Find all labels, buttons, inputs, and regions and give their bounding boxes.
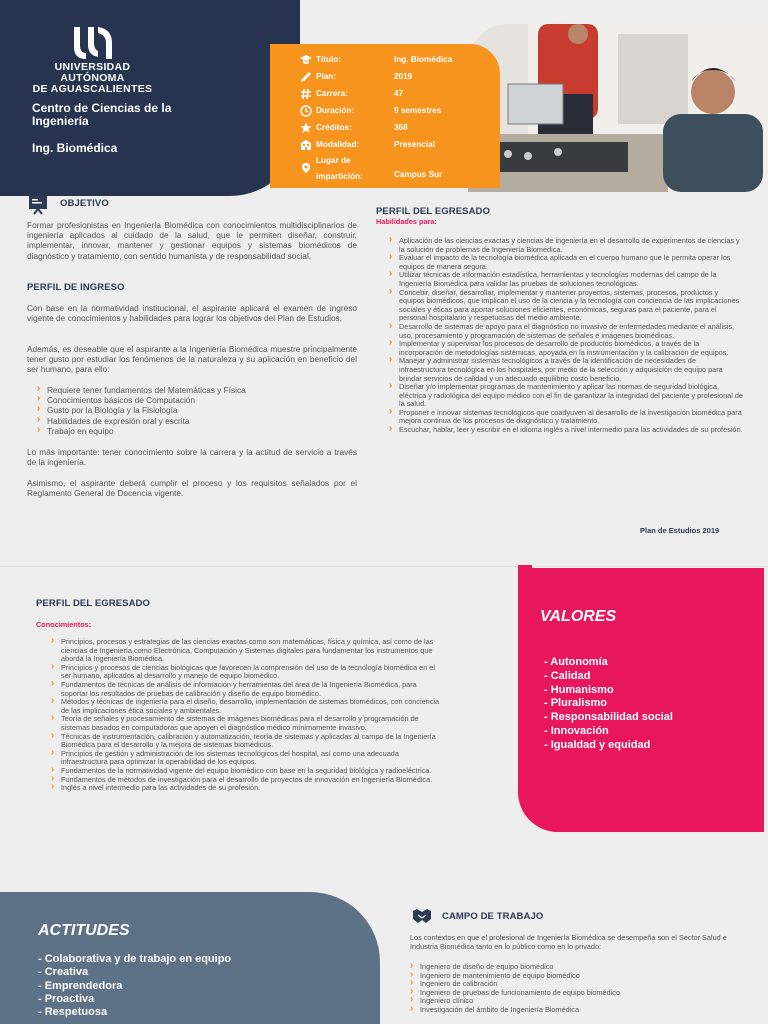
- info-label: Lugar de impartición:: [316, 156, 363, 181]
- info-label: Carrera:: [316, 89, 348, 98]
- pencil-icon: [300, 71, 312, 83]
- perfil-ingreso-p1: Con base en la normatividad institucional, el aspirante aplicará el examen de ingreso vigente de conocimientos y habilidades para lograr los objetivos del Plan de Estudios.: [27, 303, 357, 324]
- list-item: › Conocimientos básicos de Computación: [36, 395, 356, 405]
- info-value: 2019: [394, 72, 413, 81]
- list-item: - Innovación: [544, 724, 609, 737]
- actitudes-list: [38, 953, 231, 1019]
- list-item: - Calidad: [544, 669, 591, 682]
- info-label: Duración:: [316, 106, 355, 115]
- valores-list: [544, 656, 673, 753]
- perfil-ingreso-p3: Lo más importante: tener conocimiento sobre la carrera y la actitud de servicio a través de la ingeniería.: [27, 447, 357, 468]
- info-row-creditos: [270, 120, 500, 137]
- building-icon: [300, 139, 312, 151]
- info-label: Título:: [316, 55, 342, 64]
- list-item: › Trabajo en equipo: [36, 426, 356, 436]
- plan-label: Plan de Estudios 2019: [640, 526, 720, 535]
- actitudes-title: ACTITUDES: [38, 922, 130, 939]
- habilidades-list: [388, 237, 744, 435]
- program-info-panel: [270, 44, 500, 188]
- list-item: - Respetuosa: [38, 1006, 108, 1019]
- list-item: › Métodos y técnicas de ingeniería para el diseño, desarrollo, implementación de sistemas biomédicos, con conciencia de las implicaciones ética sociales y ambientales.: [50, 698, 442, 715]
- info-value: 47: [394, 89, 404, 98]
- list-item: › Principios y procesos de ciencias biológicas que favorecen la comprensión del uso de la tecnología biomédica en el ser humano, aplicados al desarrollo y manejo de equipo biomédico.: [50, 664, 442, 681]
- list-item: › Diseñar y/o implementar programas de mantenimiento y aplicar las normas de seguridad biológica, eléctrica y radiológica del equipo médico con el fin de garantizar la integridad del paciente y profesional de la salud.: [388, 383, 744, 409]
- header-navy-panel: [0, 0, 300, 196]
- perfil-ingreso-list: [36, 385, 356, 436]
- list-item: › Concebir, diseñar, desarrollar, implementar y mantener proyectos, sistemas, procesos, productos y equipos biomédicos, que implican el uso de la ciencia y la tecnología con conciencia de las implicaciones sociales y éticas para aportar soluciones eficientes, económicas, seguras para el paciente, para el personal hospitalario y respetuosas del medio ambiente.: [388, 289, 744, 323]
- university-logo-icon: [70, 25, 116, 61]
- clock-icon: [300, 105, 312, 117]
- list-item: › Fundamentos de la normatividad vigente del equipo biomédico con base en la seguridad biológica y radioeléctrica.: [50, 767, 442, 776]
- list-item: › Utilizar técnicas de información estadística, herramientas y tecnologías modernas del campo de la Ingeniería Biomédica para validar las pruebas de soluciones tecnológicas.: [388, 271, 744, 288]
- list-item: › Ingeniero de mantenimiento de equipo biomédico: [409, 972, 739, 981]
- list-item: › Gusto por la Biología y la Fisiología: [36, 405, 356, 415]
- info-row-carrera: [270, 86, 500, 103]
- info-value: Ing. Biomédica: [394, 55, 453, 64]
- list-item: › Fundamentos de técnicas de análisis de información y herramientas del área de la Ingeniería Biomédica, para soportar los resultados de pruebas de calibración y diseño de equipo biomédico.: [50, 681, 442, 698]
- center-name: Centro de Ciencias de la Ingeniería: [32, 101, 172, 128]
- presentation-board-icon: [27, 193, 49, 215]
- list-item: › Inglés a nivel intermedio para las actividades de su profesión.: [50, 784, 442, 793]
- info-value: 9 semestres: [394, 106, 442, 115]
- hashtag-icon: [300, 88, 312, 100]
- list-item: - Humanismo: [544, 683, 614, 696]
- campo-trabajo-list: [409, 963, 739, 1015]
- list-item: › Ingeniero de diseño de equipo biomédico: [409, 963, 739, 972]
- list-item: › Fundamentos de métodos de investigación para el desarrollo de proyectos de innovación en Ingeniería Biomédica.: [50, 776, 442, 785]
- list-item: - Creativa: [38, 966, 89, 979]
- habilidades-subtitle: Habilidades para:: [376, 217, 437, 226]
- info-row-lugar: [270, 154, 500, 184]
- university-name-line1: UNIVERSIDAD AUTÓNOMA: [54, 61, 131, 84]
- info-row-titulo: [270, 52, 500, 69]
- graduation-cap-icon: [300, 54, 312, 66]
- perfil-egresado-title: PERFIL DEL EGRESADO: [376, 206, 490, 217]
- objetivo-text: Formar profesionistas en Ingeniería Biomédica con conocimientos multidisciplinarios de ingeniería aplicados al cuidado de la salud, que le permiten diseñar, construir, implementar, innovar, mantener y gestionar equipos y sistemas biomédicos de diagnóstico y tratamiento, con sentido humanista y de responsabilidad social.: [27, 220, 357, 261]
- list-item: › Implementar y supervisar los procesos de desarrollo de productos biomédicos, a través de la incorporación de metodologías sistémicas, apoyada en la instrumentación y la calibración de equipos.: [388, 340, 744, 357]
- list-item: - Colaborativa y de trabajo en equipo: [38, 953, 232, 965]
- info-label: Modalidad:: [316, 140, 360, 149]
- valores-panel: [518, 568, 764, 832]
- list-item: - Pluralismo: [544, 697, 607, 710]
- perfil-ingreso-p4: Asimismo, el aspirante deberá cumplir el proceso y los requisitos señalados por el Reglamento General de Docencia vigente.: [27, 478, 357, 499]
- page-divider: [0, 566, 768, 567]
- list-item: - Proactiva: [38, 992, 95, 1005]
- list-item: › Habilidades de expresión oral y escrita: [36, 416, 356, 426]
- perfil-egresado-title-2: PERFIL DEL EGRESADO: [36, 598, 150, 609]
- info-value: 368: [394, 123, 408, 132]
- info-row-plan: [270, 69, 500, 86]
- info-value: Campus Sur: [394, 170, 443, 179]
- valores-title: VALORES: [540, 608, 617, 625]
- star-icon: [300, 122, 312, 134]
- objetivo-title: OBJETIVO: [60, 198, 109, 209]
- list-item: › Ingeniero clínico: [409, 997, 739, 1006]
- info-label: Créditos:: [316, 123, 352, 132]
- list-item: › Teoría de señales y procesamiento de sistemas de imágenes biomédicas para el desarrollo y programación de sistemas basados en computadoras que apoyen el diagnóstico médico mínimamente invasivo.: [50, 715, 442, 732]
- list-item: › Principios, procesos y estrategias de las ciencias exactas como son matemáticas, física y química, así como de las ciencias de Ingeniería como Electrónica, Computación y Sistemas digitales para fundamentar los instrumentos que aborda la Ingeniería Biomédica.: [50, 638, 442, 664]
- lab-photo: [468, 24, 768, 192]
- list-item: › Desarrollo de sistemas de apoyo para el diagnóstico no invasivo de enfermedades mediante el análisis, uso, procesamiento y programación de sistemas de señales e imágenes biomédicas.: [388, 323, 744, 340]
- list-item: › Ingeniero de calibración: [409, 980, 739, 989]
- campo-trabajo-text: Los contextos en que el profesional de Ingeniería Biomédica se desempeña son el Sector Salud e Industria Biomédica tanto en lo público como en lo privado:: [410, 933, 727, 951]
- list-item: › Proponer e innovar sistemas tecnológicos que coadyuven al desarrollo de la investigación biomédica para mejora continua de los procesos de diagnóstico y tratamiento.: [388, 409, 744, 426]
- info-row-modalidad: [270, 137, 500, 154]
- list-item: › Ingeniero de pruebas de funcionamiento de equipo biomédico: [409, 989, 739, 998]
- university-name-line2: DE AGUASCALIENTES: [32, 83, 153, 95]
- list-item: › Escuchar, hablar, leer y escribir en el idioma inglés a nivel intermedio para las actividades de su profesión.: [388, 426, 744, 435]
- handshake-icon: [412, 907, 432, 925]
- perfil-ingreso-p2: Además, es deseable que el aspirante a la Ingeniería Biomédica muestre principalmente tener gusto por estudiar los fenómenos de la naturaleza y su aplicación en beneficio del ser humano, para ello:: [27, 344, 357, 375]
- conocimientos-subtitle: Conocimientos:: [36, 620, 92, 629]
- list-item: - Igualdad y equidad: [544, 738, 651, 751]
- perfil-ingreso-title: PERFIL DE INGRESO: [27, 282, 125, 293]
- list-item: › Principios de gestión y administración de los sistemas tecnológicos del hospital, así como una adecuada infraestructura para optimizar la operabilidad de los equipos.: [50, 750, 442, 767]
- list-item: - Responsabilidad social: [544, 711, 673, 724]
- list-item: › Manejar y administrar sistemas tecnológicos a través de la identificación de necesidades de infraestructura tecnológica en los hospitales, por medio de la selección y adquisición de equipo para brindar servicios de calidad y un adecuado equilibrio costo beneficio.: [388, 357, 744, 383]
- info-row-duracion: [270, 103, 500, 120]
- university-name: [30, 62, 155, 95]
- conocimientos-list: [50, 638, 442, 793]
- actitudes-panel: [0, 892, 380, 1024]
- list-item: › Evaluar el impacto de la tecnología biomédica aplicada en el cuerpo humano que le permita operar los equipos de manera segura.: [388, 254, 744, 271]
- list-item: › Aplicación de las ciencias exactas y ciencias de ingeniería en el desarrollo de experimentos de ciencias y la solución de problemas de Ingeniería Biomédica.: [388, 237, 744, 254]
- campo-trabajo-title: CAMPO DE TRABAJO: [442, 911, 544, 922]
- list-item: - Emprendedora: [38, 979, 123, 992]
- info-value: Presencial: [394, 140, 435, 149]
- list-item: › Investigación del ámbito de Ingeniería Biomédica: [409, 1006, 739, 1015]
- list-item: › Requiere tener fundamentos del Matemáticas y Física: [36, 385, 356, 395]
- program-name: Ing. Biomédica: [32, 141, 118, 155]
- location-pin-icon: [300, 162, 312, 174]
- info-label: Plan:: [316, 72, 337, 81]
- list-item: › Técnicas de instrumentación, calibración y automatización, teoría de sistemas y aplicadas al campo de la Ingeniería Biomédica para el desarrollo y la mejora de sistemas biomédicos.: [50, 733, 442, 750]
- list-item: - Autonomía: [544, 656, 608, 668]
